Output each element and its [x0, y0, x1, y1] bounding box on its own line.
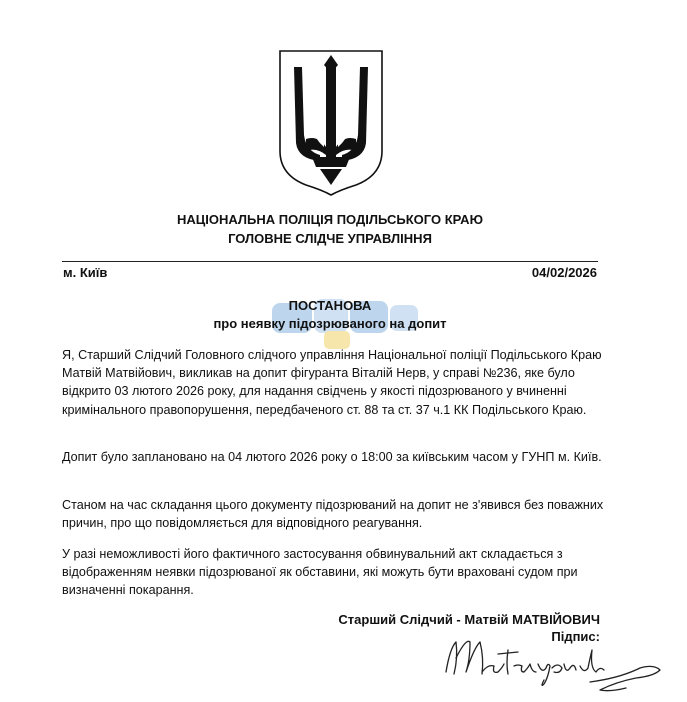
agency-name: НАЦІОНАЛЬНА ПОЛІЦІЯ ПОДІЛЬСЬКОГО КРАЮ [177, 212, 483, 227]
header-divider [62, 261, 598, 262]
document-city: м. Київ [63, 265, 108, 280]
trident-emblem-icon [276, 47, 386, 197]
paragraph-consequences: У разі неможливості його фактичного застосування обвинувальний акт складається з відображенням неявки підозрюваної як обставини, які можуть бути враховані судом при визначенні покарання. [62, 547, 578, 598]
signer-name: Старший Слідчий - Матвій МАТВІЙОВИЧ [338, 612, 600, 627]
paragraph-summons: Я, Старший Слідчий Головного слідчого управління Національної поліції Подільського Краю Матвій Матвійович, викликав на допит фігуранта Віталій Нерв, у справі №236, яке було відкрито 03 лютого 2026 року, для надання свідчень у якості підозрюваного у вчиненні кримінального правопорушення, передбаченого ст. 88 та ст. 37 ч.1 КК Подільського Краю. [62, 348, 602, 417]
handwritten-signature [440, 628, 665, 698]
document-title: ПОСТАНОВА [288, 298, 372, 313]
department-name: ГОЛОВНЕ СЛІДЧЕ УПРАВЛІННЯ [228, 231, 432, 246]
paragraph-schedule: Допит було заплановано на 04 лютого 2026 року о 18:00 за київським часом у ГУНП м. Київ. [62, 450, 602, 464]
signature-label: Підпис: [551, 629, 600, 644]
paragraph-no-show: Станом на час складання цього документу підозрюваний на допит не з'явився без поважних причин, про що повідомляється для відповідного реагування. [62, 498, 604, 531]
document-subtitle: про неявку підозрюваного на допит [213, 316, 447, 331]
document-date: 04/02/2026 [531, 265, 597, 280]
